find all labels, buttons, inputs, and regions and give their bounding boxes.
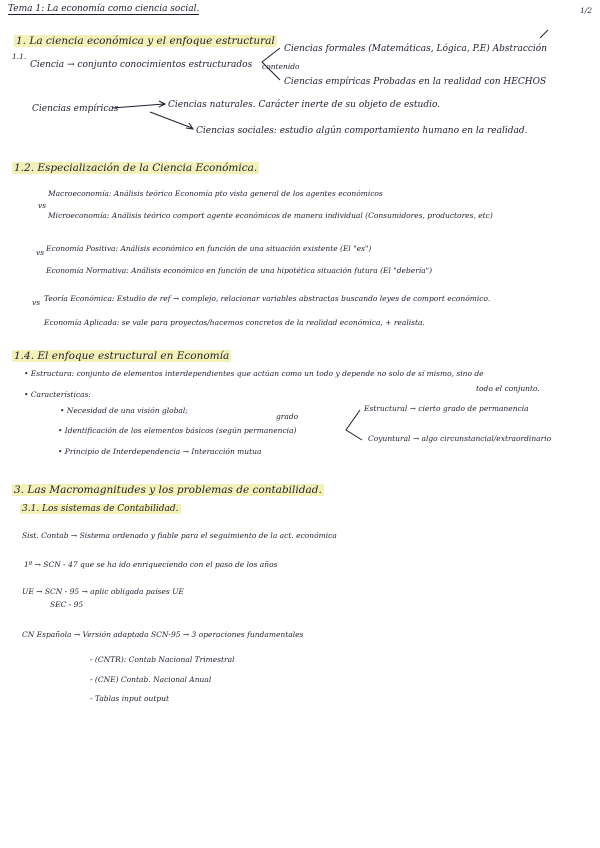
vs-2: vs	[36, 248, 45, 257]
caracteristicas-label: • Características:	[24, 390, 92, 399]
economia-aplicada: Economía Aplicada: se vale para proyectos/hacemos concretos de la realidad económica, + realista.	[44, 318, 425, 327]
section-3-1-heading: 3.1. Los sistemas de Contabilidad.	[22, 504, 179, 514]
grado-note: grado	[276, 412, 299, 421]
section-1-1-label: 1.1.	[12, 52, 27, 61]
caracteristica-1: • Necesidad de una visión global;	[60, 406, 188, 415]
sist-contab: Sist. Contab → Sistema ordenado y fiable para el seguimiento de la act. económica	[22, 531, 337, 540]
cne: - (CNE) Contab. Nacional Anual	[90, 675, 212, 684]
economia-positiva: Economía Positiva: Análisis económico en función de una situación existente (El "es")	[46, 244, 372, 253]
section-1-2-heading: 1.2. Especialización de la Ciencia Económica.	[14, 162, 258, 174]
section-1-heading: 1. La ciencia económica y el enfoque estructural	[16, 35, 275, 47]
page-number: 1/2	[580, 6, 593, 15]
section-1-4-heading: 1.4. El enfoque estructural en Economía	[14, 350, 230, 362]
page-title: Tema 1: La economía como ciencia social.	[8, 4, 200, 14]
ciencias-naturales: Ciencias naturales. Carácter inerte de su objeto de estudio.	[168, 100, 441, 110]
checkmark-stroke	[540, 30, 548, 38]
cntr: - (CNTR): Contab Nacional Trimestral	[90, 655, 235, 664]
vs-1: vs	[38, 201, 47, 210]
coyuntural-branch: Coyuntural → algo circunstancial/extraordinario	[368, 434, 552, 443]
economia-normativa: Economía Normativa: Análisis económico en función de una hipotética situación futura (El "debería")	[46, 266, 433, 275]
scn-47: 1º → SCN - 47 que se ha ido enriqueciendo con el paso de los años	[24, 560, 278, 569]
arrow-naturales	[112, 104, 164, 108]
caracteristica-3: • Principio de Interdependencia → Interacción mutua	[58, 447, 262, 456]
teoria-economica: Teoría Económica: Estudio de ref → complejo, relacionar variables abstractas buscando leyes de comport económico.	[44, 294, 491, 303]
formal-tag: contenido	[262, 62, 300, 71]
estructural-branch: Estructural → cierto grado de permanencia	[364, 404, 529, 413]
estructura-continuation: todo el conjunto.	[476, 384, 540, 393]
section-3-heading: 3. Las Macromagnitudes y los problemas de contabilidad.	[14, 484, 322, 496]
sec-95: SEC - 95	[50, 600, 84, 609]
ciencia-definition: Ciencia → conjunto conocimientos estructurados	[30, 60, 253, 70]
ciencias-empiricas-label: Ciencias empíricas	[32, 104, 119, 114]
cn-espanola: CN Española → Versión adaptada SCN-95 → 3 operaciones fundamentales	[22, 630, 304, 639]
vs-3: vs	[32, 298, 41, 307]
ue-scn-95: UE → SCN - 95 → aplic obligada países UE	[22, 587, 184, 596]
estructura-definition: • Estructura: conjunto de elementos interdependientes que actúan como un todo y depende no solo de sí mismo, sino de	[24, 369, 484, 378]
ciencias-empiricas-branch: Ciencias empíricas Probadas en la realidad con HECHOS	[284, 77, 547, 87]
tablas-io: - Tablas input output	[90, 694, 169, 703]
ciencias-sociales: Ciencias sociales: estudio algún comportamiento humano en la realidad.	[196, 126, 528, 136]
caracteristica-2: • Identificación de los elementos básicos (según permanencia)	[58, 426, 297, 435]
ciencias-formales: Ciencias formales (Matemáticas, Lógica, P.E) Abstracción	[284, 44, 547, 54]
arrow-sociales	[150, 112, 192, 128]
brace-permanencia	[346, 410, 362, 440]
microeconomia: Microeconomía: Análisis teórico comport agente económicos de manera individual (Consumidores, productores, etc)	[48, 211, 493, 220]
macroeconomia: Macroeconomía: Análisis teórico Economía pto vista general de los agentes económicos	[48, 189, 383, 198]
brace-ciencias	[262, 48, 280, 80]
